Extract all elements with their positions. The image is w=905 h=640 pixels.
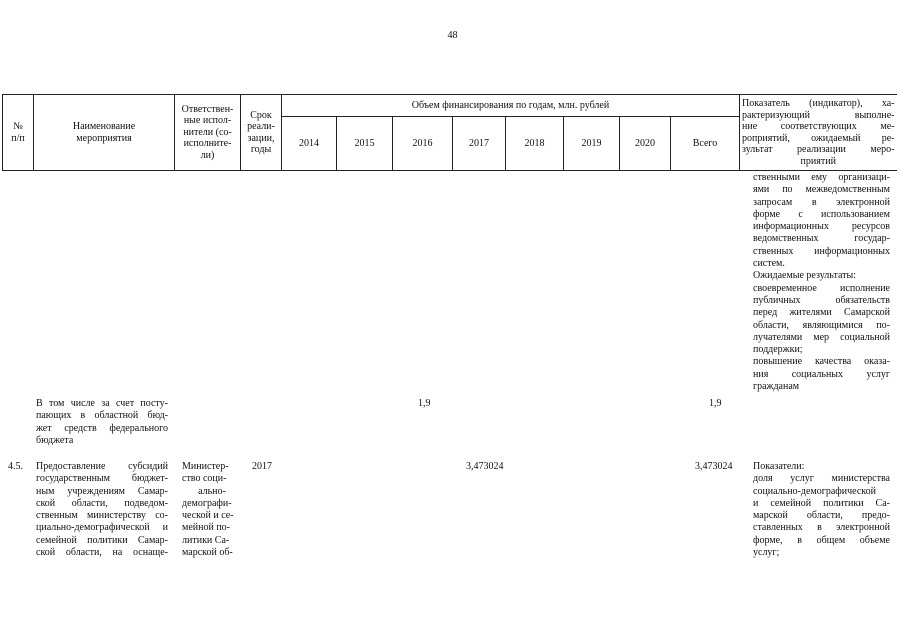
table-header [2, 94, 897, 171]
row-4-5-value-2017: 3,473024 [466, 461, 504, 472]
year-2019: 2019 [564, 117, 620, 171]
federal-row-name: В том числе за счет посту- пающих в областной бюд- жет средств федерального бюджета [36, 398, 168, 446]
year-total: Всего [671, 117, 740, 171]
header-name: Наименование мероприятия [34, 95, 175, 171]
row-4-5-executor: Министер- ство соци- ально- демографи- ческой и се- мейной по- литики Са- марской об- [182, 461, 234, 559]
header-num: № п/п [3, 95, 34, 171]
header-indicator: Показатель (индикатор), ха- рактеризующий выполне- ние соответствующих ме- роприятий, ожидаемый ре- зультат реализации меро- приятий [740, 95, 897, 171]
year-2014: 2014 [282, 117, 337, 171]
row-4-5-indicator: Показатели: доля услуг министерства социально-демографической и семейной политики Са- марской области, предо- ставленных в электронной форме, в общем объеме услуг; [753, 461, 890, 559]
header-bottom-line [2, 170, 896, 171]
year-2018: 2018 [506, 117, 564, 171]
row-4-5-period: 2017 [252, 461, 272, 472]
year-2015: 2015 [337, 117, 393, 171]
year-2017: 2017 [453, 117, 506, 171]
header-executors: Ответствен- ные испол- нители (со- исполните- ли) [175, 95, 241, 171]
year-2016: 2016 [393, 117, 453, 171]
row-4-5-name: Предоставление субсидий государственным бюджет- ным учреждениям Самар- ской области, подведом- ственным министерству со- циально-демографической и семейной политики Самар- ской области, на оснаще- [36, 461, 168, 559]
page-number: 48 [447, 30, 458, 41]
year-2020: 2020 [620, 117, 671, 171]
row-4-5-value-total: 3,473024 [695, 461, 733, 472]
federal-value-total: 1,9 [709, 398, 722, 409]
federal-value-2016: 1,9 [418, 398, 431, 409]
header-financing: Объем финансирования по годам, млн. рублей [282, 95, 740, 117]
indicator-continued: ственными ему организаци- ями по межведомственным запросам в электронной форме с использованием информационных ресурсов ведомственных государ- ственных информационных систем. Ожидаемые результаты: своевременное исполнение публичных обязательств перед жителями Самарской области, являющимися по- лучателями мер социальной поддержки; повышение качества оказа- ния социальных услуг гражданам [753, 172, 890, 393]
row-number: 4.5. [8, 461, 23, 472]
header-period: Срок реали- зации, годы [241, 95, 282, 171]
